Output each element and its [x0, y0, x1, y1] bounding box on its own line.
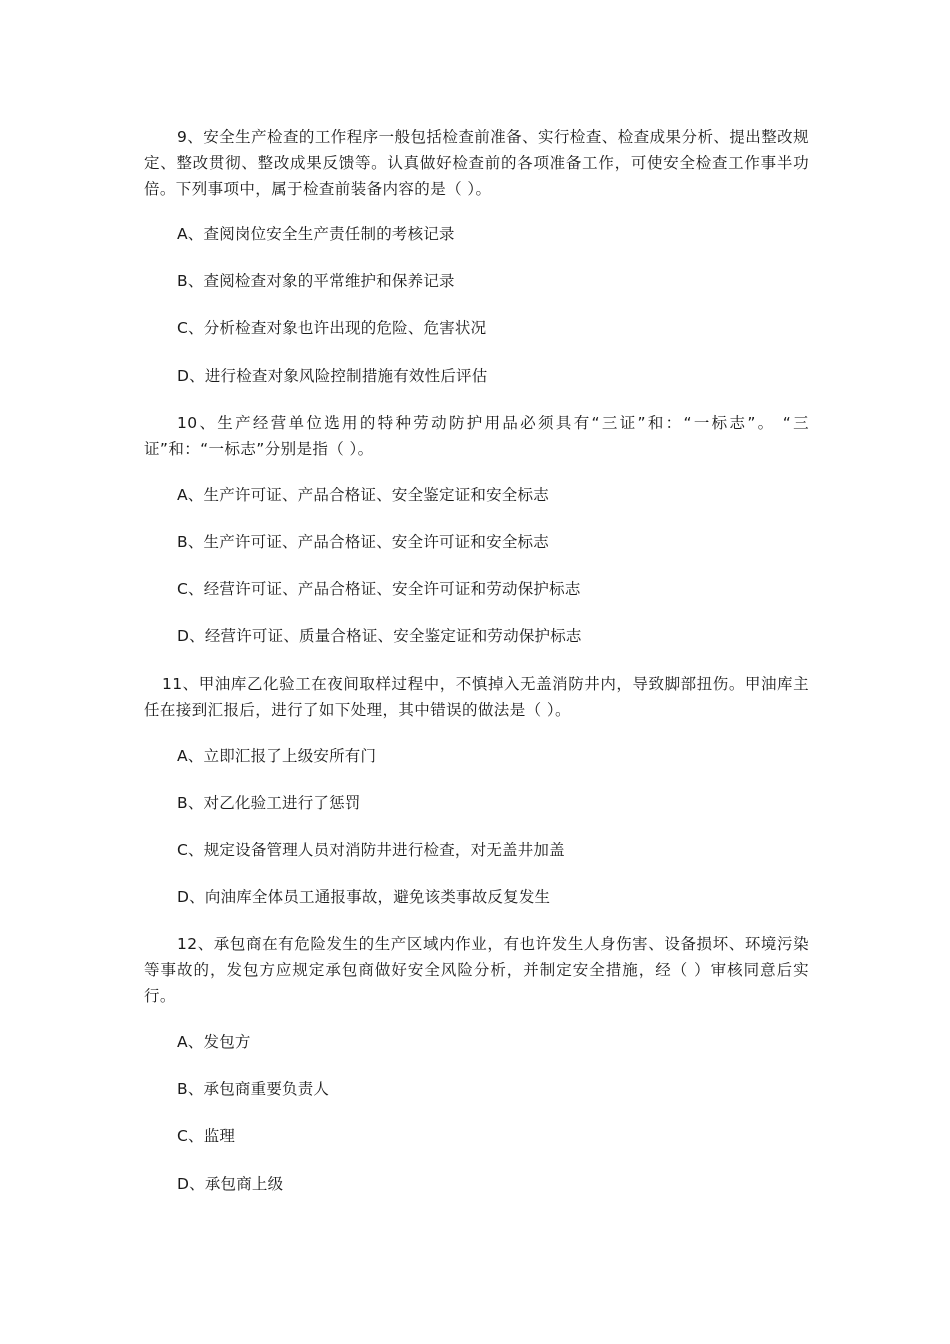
question-9-option-d: D、进行检查对象风险控制措施有效性后评估	[177, 367, 488, 385]
question-11-option-b: B、对乙化验工进行了惩罚	[177, 794, 361, 812]
question-9-option-b: B、查阅检查对象的平常维护和保养记录	[177, 272, 455, 290]
question-11-option-c: C、规定设备管理人员对消防井进行检查，对无盖井加盖	[177, 841, 565, 859]
question-9-stem: 9、安全生产检查的工作程序一般包括检查前准备、实行检查、检查成果分析、提出整改规定、整改贯彻、整改成果反馈等。认真做好检查前的各项准备工作，可使安全检查工作事半功倍。下列事项中，属于检查前装备内容的是（ ）。	[144, 128, 809, 198]
question-10-option-d: D、经营许可证、质量合格证、安全鉴定证和劳动保护标志	[177, 627, 582, 645]
question-12-stem: 12、承包商在有危险发生的生产区域内作业，有也许发生人身伤害、设备损坏、环境污染等事故的，发包方应规定承包商做好安全风险分析，并制定安全措施，经（ ）审核同意后实行。	[144, 935, 809, 1005]
question-10-option-c: C、经营许可证、产品合格证、安全许可证和劳动保护标志	[177, 580, 581, 598]
question-9-option-a: A、查阅岗位安全生产责任制的考核记录	[177, 225, 455, 243]
question-11-stem: 11、甲油库乙化验工在夜间取样过程中，不慎掉入无盖消防井内，导致脚部扭伤。甲油库主任在接到汇报后，进行了如下处理，其中错误的做法是（ ）。	[144, 675, 809, 719]
question-11-option-a: A、立即汇报了上级安所有门	[177, 747, 377, 765]
question-12-option-a: A、发包方	[177, 1033, 251, 1051]
question-10-option-a: A、生产许可证、产品合格证、安全鉴定证和安全标志	[177, 486, 549, 504]
question-10-stem: 10、生产经营单位选用的特种劳动防护用品必须具有“三证”和：“一标志”。 “三证”和：“一标志”分别是指（ ）。	[144, 414, 809, 458]
question-12-option-b: B、承包商重要负责人	[177, 1080, 330, 1098]
question-12-option-d: D、承包商上级	[177, 1175, 284, 1193]
question-11-option-d: D、向油库全体员工通报事故，避免该类事故反复发生	[177, 888, 551, 906]
question-9-option-c: C、分析检查对象也许出现的危险、危害状况	[177, 319, 487, 337]
question-12-option-c: C、监理	[177, 1127, 236, 1145]
question-10-option-b: B、生产许可证、产品合格证、安全许可证和安全标志	[177, 533, 549, 551]
